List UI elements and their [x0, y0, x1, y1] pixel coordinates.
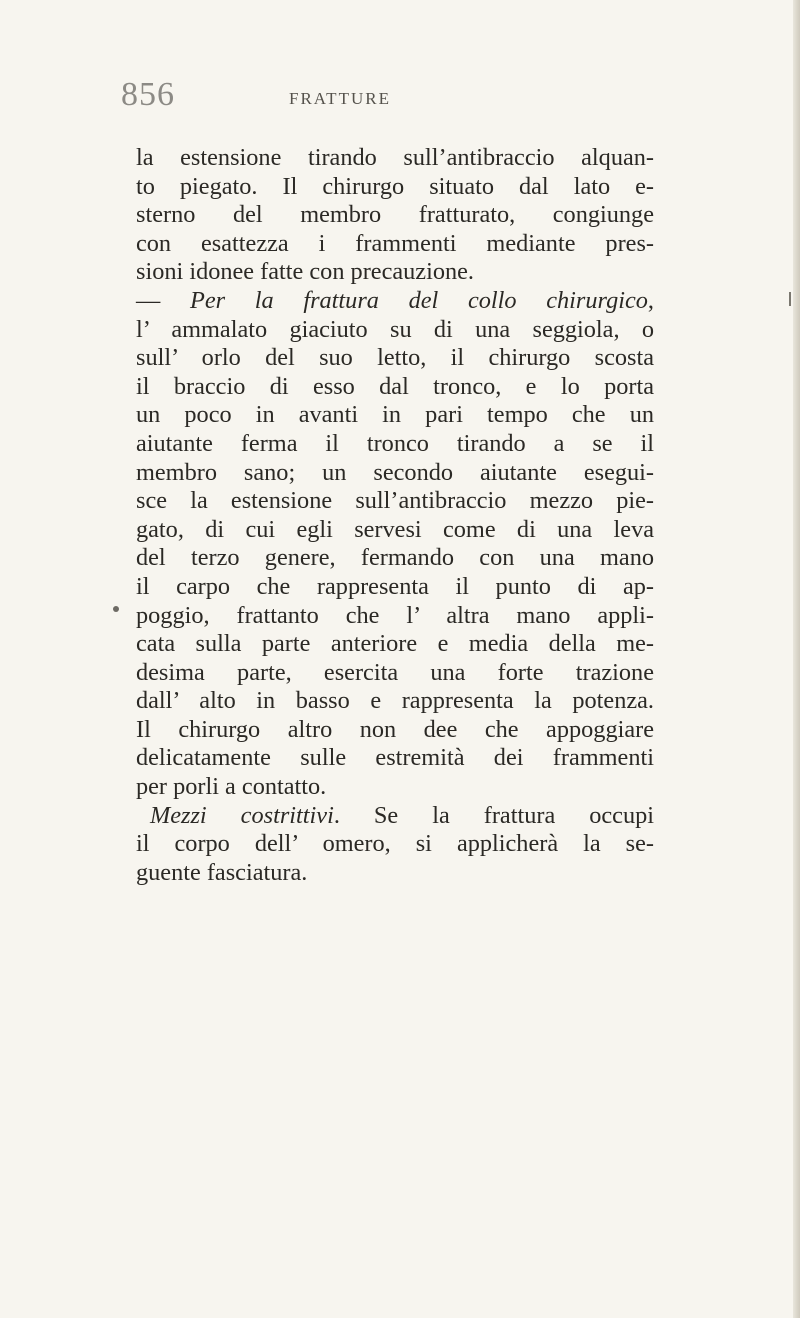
text-line [136, 287, 654, 316]
line-prefix: — [136, 286, 190, 314]
text-line: con esattezza i frammenti mediante pres- [136, 229, 654, 257]
body-text [136, 144, 654, 887]
text-line: poggio, frattanto che l’ altra mano appli- [136, 601, 654, 629]
text-line: membro sano; un secondo aiutante esegui- [136, 458, 654, 486]
text-line: gato, di cui egli servesi come di una leva [136, 515, 654, 543]
margin-ink-dot [113, 606, 119, 612]
italic-heading: Mezzi costrittivi [150, 801, 334, 829]
text-line: il carpo che rappresenta il punto di ap- [136, 572, 654, 600]
line-suffix: , [647, 286, 654, 314]
text-line: un poco in avanti in pari tempo che un [136, 401, 654, 429]
text-line: cata sulla parte anteriore e media della me- [136, 630, 654, 658]
page-edge-shadow [793, 0, 800, 1318]
text-line: sce la estensione sull’antibraccio mezzo pie- [136, 487, 654, 515]
text-line: guente fasciatura. [136, 858, 308, 886]
text-line: l’ ammalato giaciuto su di una seggiola, o [136, 315, 654, 343]
text-line: sterno del membro fratturato, congiunge [136, 201, 654, 229]
page-number: 856 [121, 76, 175, 113]
running-head: FRATTURE [289, 89, 391, 108]
text-line: sull’ orlo del suo letto, il chirurgo scosta [136, 344, 654, 372]
line-suffix: . Se la frattura occupi [333, 801, 654, 829]
italic-heading: Per la frattura del collo chirurgico [189, 286, 648, 314]
text-line: sioni idonee fatte con precauzione. [136, 258, 474, 286]
text-line: aiutante ferma il tronco tirando a se il [136, 429, 654, 457]
text-line: il corpo dell’ omero, si applicherà la se- [136, 830, 654, 858]
text-line: Il chirurgo altro non dee che appoggiare [136, 715, 654, 743]
text-line: desima parte, esercita una forte trazione [136, 658, 654, 686]
text-line: dall’ alto in basso e rappresenta la potenza. [136, 687, 654, 715]
text-line [136, 802, 654, 831]
margin-ink-tick [789, 292, 791, 306]
text-line: to piegato. Il chirurgo situato dal lato e- [136, 172, 654, 200]
text-line: il braccio di esso dal tronco, e lo porta [136, 372, 654, 400]
text-line: delicatamente sulle estremità dei frammenti [136, 744, 654, 772]
text-line: per porli a contatto. [136, 773, 327, 801]
text-line: la estensione tirando sull’antibraccio alquan- [136, 144, 654, 171]
text-line: del terzo genere, fermando con una mano [136, 544, 654, 572]
